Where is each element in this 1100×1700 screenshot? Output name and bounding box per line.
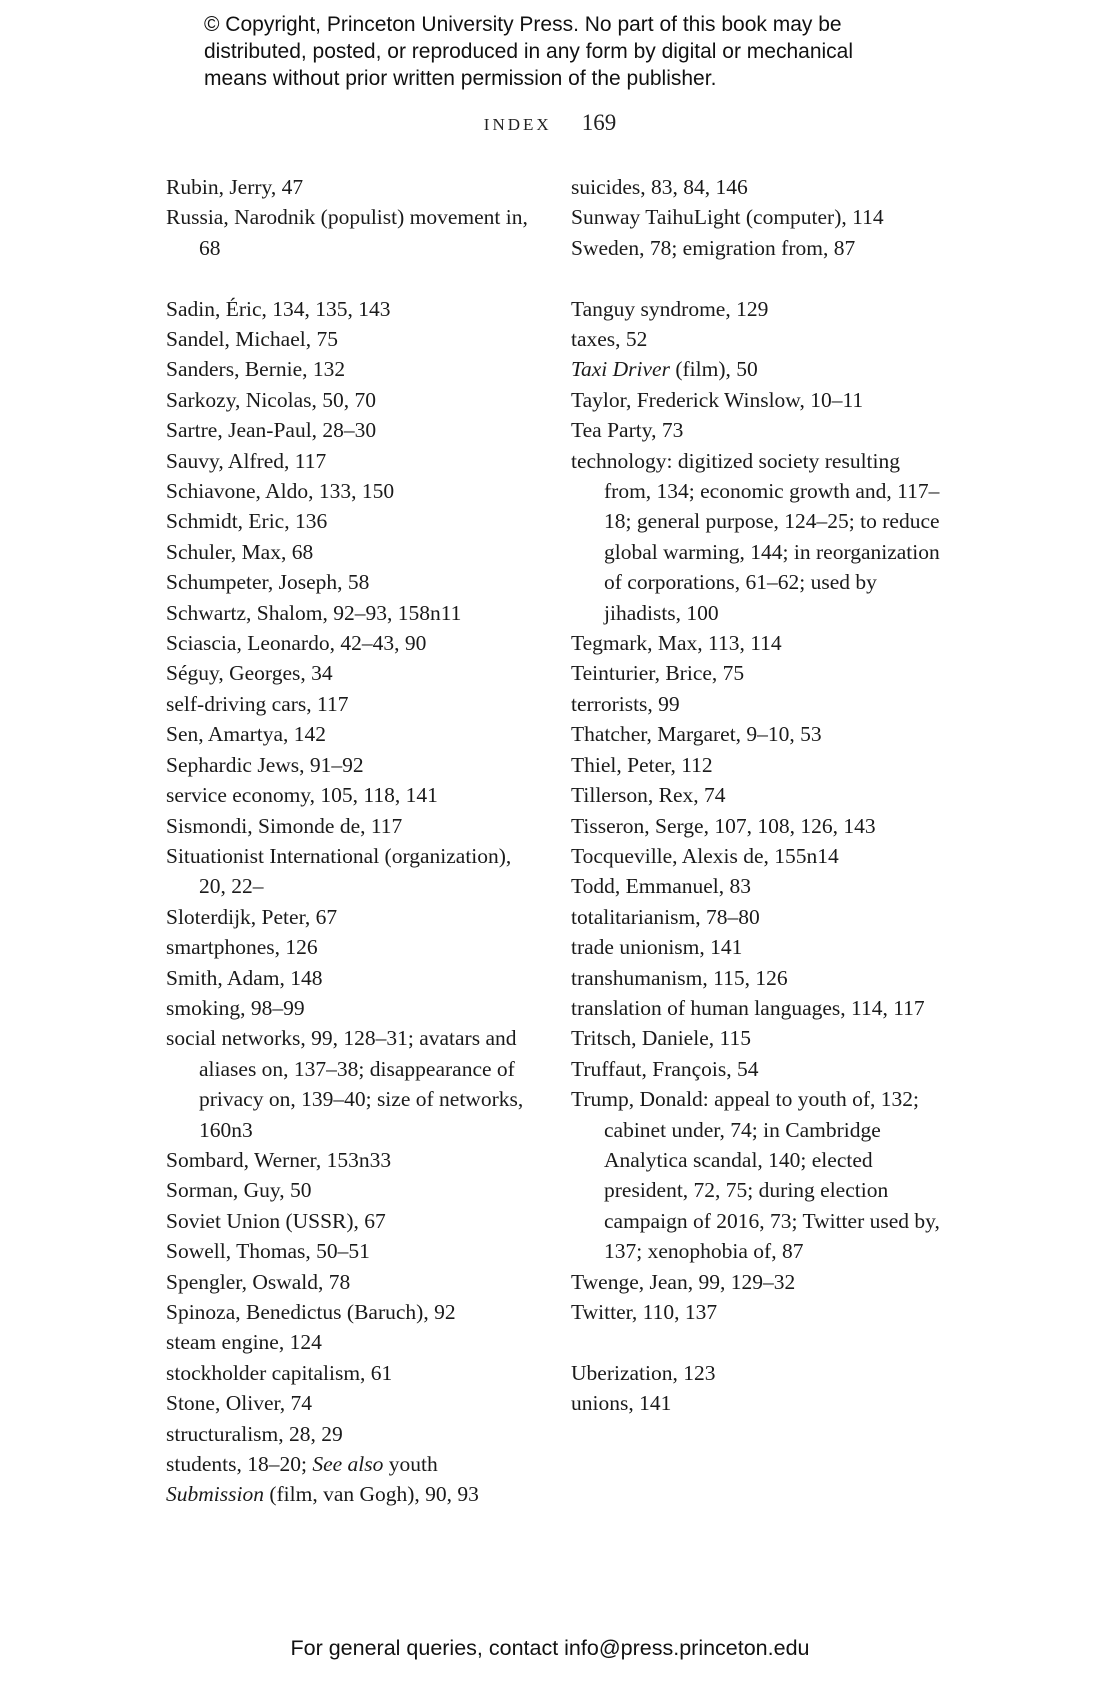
index-entry bbox=[166, 1175, 538, 1205]
index-entry bbox=[166, 841, 538, 902]
copyright-line-3: means without prior written permission of the publisher. bbox=[204, 67, 717, 90]
index-entry-text: Tea Party, 73 bbox=[571, 418, 684, 443]
index-entry-text: Tanguy syndrome, 129 bbox=[571, 296, 769, 321]
index-entry bbox=[571, 1084, 943, 1266]
index-entry bbox=[571, 902, 943, 932]
index-entry-text: Tegmark, Max, 113, 114 bbox=[571, 631, 782, 656]
index-entry-text: translation of human languages, 114, 117 bbox=[571, 995, 925, 1020]
index-entry bbox=[166, 1206, 538, 1236]
index-entry-text: Trump, Donald: appeal to youth of, 132; cabinet under, 74; in Cambridge Analytica scandal, 140; elected president, 72, 75; during election campaign of 2016, 73; Twitter used by, 137; xenophobia of, 87 bbox=[571, 1087, 940, 1264]
index-entry-text: Stone, Oliver, 74 bbox=[166, 1391, 313, 1416]
index-entry bbox=[571, 719, 943, 749]
index-entry-text: Sanders, Bernie, 132 bbox=[166, 357, 346, 382]
index-entry bbox=[166, 811, 538, 841]
index-entry-text: Sadin, Éric, 134, 135, 143 bbox=[166, 296, 391, 321]
index-entry-text: Sunway TaihuLight (computer), 114 bbox=[571, 205, 884, 230]
index-entry-text: Schuler, Max, 68 bbox=[166, 539, 314, 564]
index-entry-text: Sweden, 78; emigration from, 87 bbox=[571, 235, 856, 260]
index-entry-text: Todd, Emmanuel, 83 bbox=[571, 874, 752, 899]
index-entry-text: Séguy, Georges, 34 bbox=[166, 661, 333, 686]
index-entry-text: Uberization, 123 bbox=[571, 1360, 716, 1385]
index-entry-rest: youth bbox=[383, 1452, 438, 1477]
index-entry bbox=[166, 658, 538, 688]
index-entry bbox=[166, 1297, 538, 1327]
index-entry bbox=[571, 233, 943, 263]
footer-contact: For general queries, contact info@press.princeton.edu bbox=[290, 1636, 810, 1660]
index-entry-text: structuralism, 28, 29 bbox=[166, 1421, 343, 1446]
index-entry bbox=[166, 719, 538, 749]
index-entry-text: stockholder capitalism, 61 bbox=[166, 1360, 393, 1385]
index-entry-text: Tritsch, Daniele, 115 bbox=[571, 1026, 751, 1051]
index-column-right bbox=[571, 172, 943, 1419]
index-entry-text: Russia, Narodnik (populist) movement in, 68 bbox=[166, 205, 528, 260]
index-entry-text: Tocqueville, Alexis de, 155n14 bbox=[571, 843, 839, 868]
copyright-notice bbox=[204, 11, 964, 92]
index-column-left bbox=[166, 172, 538, 1510]
index-entry-text: Soviet Union (USSR), 67 bbox=[166, 1208, 386, 1233]
index-entry bbox=[166, 963, 538, 993]
index-entry bbox=[166, 1449, 538, 1479]
running-head-label: INDEX bbox=[483, 115, 552, 134]
index-entry-italic: Submission bbox=[166, 1482, 264, 1507]
index-entry-text: Sephardic Jews, 91–92 bbox=[166, 752, 364, 777]
index-entry-text: Schwartz, Shalom, 92–93, 158n11 bbox=[166, 600, 462, 625]
index-entry-text: Truffaut, François, 54 bbox=[571, 1056, 759, 1081]
index-entry bbox=[166, 446, 538, 476]
index-entry bbox=[166, 689, 538, 719]
index-entry bbox=[571, 993, 943, 1023]
index-entry-text: Twenge, Jean, 99, 129–32 bbox=[571, 1269, 796, 1294]
index-entry bbox=[166, 1267, 538, 1297]
index-entry bbox=[166, 415, 538, 445]
index-entry bbox=[571, 871, 943, 901]
index-entry-text: Spengler, Oswald, 78 bbox=[166, 1269, 351, 1294]
index-entry bbox=[571, 446, 943, 628]
index-entry bbox=[571, 628, 943, 658]
index-entry bbox=[571, 811, 943, 841]
index-entry bbox=[166, 567, 538, 597]
letter-group-gap bbox=[166, 263, 538, 293]
index-entry-text: students, 18–20; bbox=[166, 1452, 313, 1477]
index-entry bbox=[166, 750, 538, 780]
index-entry bbox=[571, 1358, 943, 1388]
index-entry bbox=[571, 841, 943, 871]
index-entry-text: Sandel, Michael, 75 bbox=[166, 327, 338, 352]
index-entry-text: Tisseron, Serge, 107, 108, 126, 143 bbox=[571, 813, 876, 838]
index-entry bbox=[166, 172, 538, 202]
index-entry-italic: Taxi Driver bbox=[571, 357, 670, 382]
index-entry-text: Sarkozy, Nicolas, 50, 70 bbox=[166, 387, 376, 412]
index-entry-text: taxes, 52 bbox=[571, 327, 648, 352]
index-entry bbox=[166, 537, 538, 567]
index-entry bbox=[166, 1145, 538, 1175]
index-entry-text: Rubin, Jerry, 47 bbox=[166, 175, 304, 199]
index-entry bbox=[571, 415, 943, 445]
index-entry-text: smoking, 98–99 bbox=[166, 995, 305, 1020]
index-entry bbox=[166, 1388, 538, 1418]
index-entry bbox=[166, 902, 538, 932]
index-entry-text: Tillerson, Rex, 74 bbox=[571, 783, 726, 808]
index-entry-rest: (film, van Gogh), 90, 93 bbox=[263, 1482, 479, 1507]
index-entry-italic: See also bbox=[312, 1452, 384, 1477]
index-entry bbox=[571, 932, 943, 962]
index-entry-text: Smith, Adam, 148 bbox=[166, 965, 323, 990]
index-entry bbox=[571, 385, 943, 415]
index-entry-text: self-driving cars, 117 bbox=[166, 691, 349, 716]
index-entry bbox=[166, 1419, 538, 1449]
index-entry bbox=[571, 658, 943, 688]
index-entry bbox=[571, 1267, 943, 1297]
index-entry bbox=[166, 354, 538, 384]
index-entry bbox=[166, 1479, 538, 1509]
index-entry-text: steam engine, 124 bbox=[166, 1330, 322, 1355]
index-entry-text: technology: digitized society resulting from, 134; economic growth and, 117–18; general purpose, 124–25; to reduce global warming, 144; in reorganization of corporations, 61–62; used by jihadists, 100 bbox=[571, 448, 940, 625]
index-entry bbox=[166, 1236, 538, 1266]
index-entry-text: Sen, Amartya, 142 bbox=[166, 722, 327, 747]
index-entry-text: transhumanism, 115, 126 bbox=[571, 965, 788, 990]
index-entry bbox=[571, 1388, 943, 1418]
copyright-line-1: © Copyright, Princeton University Press. No part of this book may be bbox=[204, 13, 842, 36]
index-entry bbox=[571, 689, 943, 719]
index-entry bbox=[166, 932, 538, 962]
index-entry bbox=[571, 1023, 943, 1053]
index-entry-text: Teinturier, Brice, 75 bbox=[571, 661, 745, 686]
index-entry-text: Sciascia, Leonardo, 42–43, 90 bbox=[166, 631, 427, 656]
index-entry-text: Sismondi, Simonde de, 117 bbox=[166, 813, 403, 838]
page-number: 169 bbox=[581, 110, 617, 135]
index-entry bbox=[166, 1327, 538, 1357]
index-entry-text: Schmidt, Eric, 136 bbox=[166, 509, 328, 534]
index-entry bbox=[571, 750, 943, 780]
index-entry-text: Schiavone, Aldo, 133, 150 bbox=[166, 479, 395, 504]
index-entry-text: totalitarianism, 78–80 bbox=[571, 904, 760, 929]
index-entry bbox=[571, 963, 943, 993]
index-entry bbox=[166, 476, 538, 506]
index-entry bbox=[571, 1297, 943, 1327]
running-head bbox=[0, 110, 1100, 136]
index-entry bbox=[571, 354, 943, 384]
index-entry-text: Sauvy, Alfred, 117 bbox=[166, 448, 327, 473]
index-entry bbox=[166, 506, 538, 536]
index-entry bbox=[571, 172, 943, 202]
index-entry bbox=[571, 294, 943, 324]
index-entry-text: Situationist International (organization), 20, 22– bbox=[166, 843, 512, 899]
index-entry-text: suicides, 83, 84, 146 bbox=[571, 175, 748, 199]
copyright-line-2: distributed, posted, or reproduced in any form by digital or mechanical bbox=[204, 40, 854, 63]
index-entry-text: Sorman, Guy, 50 bbox=[166, 1178, 312, 1203]
index-entry-text: Spinoza, Benedictus (Baruch), 92 bbox=[166, 1300, 456, 1325]
index-entry-text: Sowell, Thomas, 50–51 bbox=[166, 1239, 370, 1264]
index-entry bbox=[166, 1358, 538, 1388]
index-entry bbox=[571, 780, 943, 810]
index-entry-rest: (film), 50 bbox=[669, 357, 758, 382]
index-entry bbox=[571, 324, 943, 354]
index-entry bbox=[166, 598, 538, 628]
index-entry-text: Sloterdijk, Peter, 67 bbox=[166, 904, 338, 929]
index-entry bbox=[166, 780, 538, 810]
index-entry-text: Sartre, Jean-Paul, 28–30 bbox=[166, 418, 377, 443]
index-entry-text: Thatcher, Margaret, 9–10, 53 bbox=[571, 722, 822, 747]
index-entry-text: service economy, 105, 118, 141 bbox=[166, 783, 438, 808]
index-entry bbox=[571, 202, 943, 232]
index-entry bbox=[166, 324, 538, 354]
index-entry-text: Sombard, Werner, 153n33 bbox=[166, 1147, 392, 1172]
index-entry-text: social networks, 99, 128–31; avatars and aliases on, 137–38; disappearance of privacy on, 139–40; size of networks, 160n3 bbox=[166, 1026, 524, 1142]
index-entry-text: Thiel, Peter, 112 bbox=[571, 752, 713, 777]
index-entry bbox=[166, 628, 538, 658]
letter-group-gap bbox=[571, 263, 943, 293]
index-entry bbox=[571, 1054, 943, 1084]
index-entry-text: unions, 141 bbox=[571, 1391, 672, 1416]
index-entry bbox=[166, 993, 538, 1023]
index-entry bbox=[166, 385, 538, 415]
index-entry-text: Taylor, Frederick Winslow, 10–11 bbox=[571, 387, 864, 412]
index-entry-text: Twitter, 110, 137 bbox=[571, 1300, 718, 1325]
index-entry-text: smartphones, 126 bbox=[166, 935, 318, 960]
index-entry bbox=[166, 294, 538, 324]
index-entry-text: Schumpeter, Joseph, 58 bbox=[166, 570, 370, 595]
letter-group-gap bbox=[571, 1327, 943, 1357]
index-entry-text: terrorists, 99 bbox=[571, 691, 680, 716]
index-entry-text: trade unionism, 141 bbox=[571, 935, 743, 960]
index-entry bbox=[166, 202, 538, 263]
index-entry bbox=[166, 1023, 538, 1145]
